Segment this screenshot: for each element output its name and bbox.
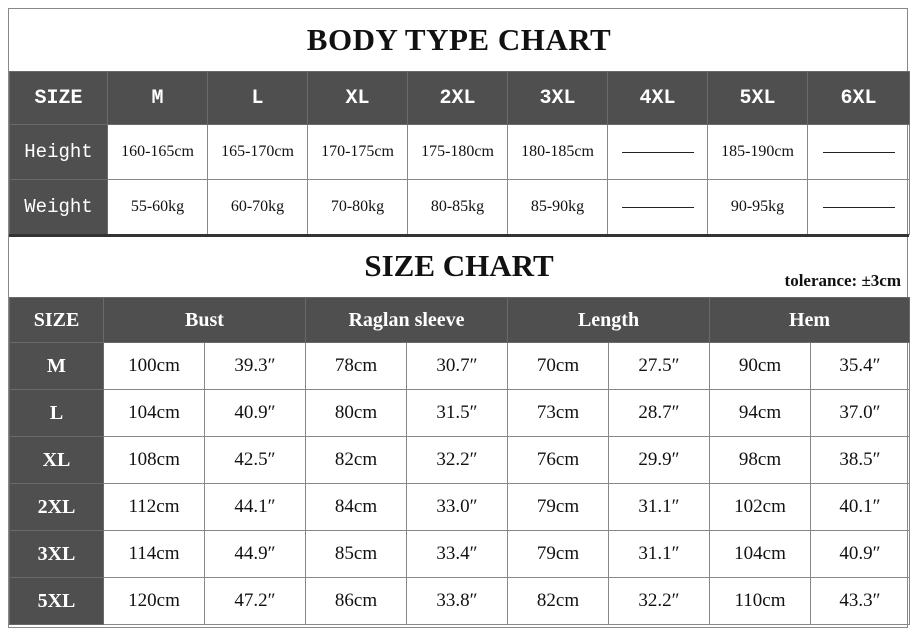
table-cell: 38.5″: [811, 437, 910, 484]
table-cell: 44.9″: [205, 531, 306, 578]
table-cell: 76cm: [508, 437, 609, 484]
weight-cell: 80-85kg: [408, 180, 508, 235]
weight-cell-empty: [608, 180, 708, 235]
height-cell: 160-165cm: [108, 125, 208, 180]
height-cell: 185-190cm: [708, 125, 808, 180]
size-chart-body: [10, 343, 910, 625]
table-cell: 31.5″: [407, 390, 508, 437]
height-cell: 165-170cm: [208, 125, 308, 180]
table-cell: 44.1″: [205, 484, 306, 531]
table-cell: 31.1″: [609, 484, 710, 531]
height-cell: 170-175cm: [308, 125, 408, 180]
table-cell: 28.7″: [609, 390, 710, 437]
table-cell: 98cm: [710, 437, 811, 484]
table-cell: 37.0″: [811, 390, 910, 437]
table-cell: 47.2″: [205, 578, 306, 625]
table-cell: 114cm: [104, 531, 205, 578]
table-row: [10, 484, 910, 531]
table-cell: 108cm: [104, 437, 205, 484]
table-cell: 32.2″: [609, 578, 710, 625]
table-cell: 40.1″: [811, 484, 910, 531]
body-type-title: BODY TYPE CHART: [306, 22, 612, 57]
chart-container: [8, 8, 908, 628]
size-col-m: M: [108, 72, 208, 125]
table-cell: 33.0″: [407, 484, 508, 531]
row-size-label: 2XL: [10, 484, 104, 531]
table-cell: 32.2″: [407, 437, 508, 484]
row-size-label: XL: [10, 437, 104, 484]
size-chart-header-row: [10, 298, 910, 343]
table-cell: 39.3″: [205, 343, 306, 390]
row-size-label: L: [10, 390, 104, 437]
length-header: Length: [508, 298, 710, 343]
table-row: [10, 578, 910, 625]
size-chart-table: [9, 297, 910, 625]
dash-line: [622, 152, 694, 153]
size-chart-title: SIZE CHART: [364, 248, 554, 283]
table-row: [10, 390, 910, 437]
table-row: [10, 437, 910, 484]
table-cell: 70cm: [508, 343, 609, 390]
table-cell: 82cm: [306, 437, 407, 484]
table-cell: 104cm: [710, 531, 811, 578]
table-cell: 40.9″: [205, 390, 306, 437]
row-size-label: 3XL: [10, 531, 104, 578]
table-cell: 29.9″: [609, 437, 710, 484]
table-cell: 86cm: [306, 578, 407, 625]
size-col-l: L: [208, 72, 308, 125]
size-col-3xl: 3XL: [508, 72, 608, 125]
height-label: Height: [10, 125, 108, 180]
height-cell-empty: [608, 125, 708, 180]
size-col-4xl: 4XL: [608, 72, 708, 125]
table-cell: 80cm: [306, 390, 407, 437]
table-cell: 27.5″: [609, 343, 710, 390]
body-type-header-row: [10, 72, 910, 125]
size-col-2xl: 2XL: [408, 72, 508, 125]
raglan-sleeve-header: Raglan sleeve: [306, 298, 508, 343]
table-cell: 84cm: [306, 484, 407, 531]
table-cell: 35.4″: [811, 343, 910, 390]
row-size-label: M: [10, 343, 104, 390]
height-cell: 180-185cm: [508, 125, 608, 180]
tolerance-note: tolerance: ±3cm: [784, 271, 901, 290]
body-type-table: [9, 71, 910, 235]
height-cell-empty: [808, 125, 910, 180]
table-cell: 40.9″: [811, 531, 910, 578]
bust-header: Bust: [104, 298, 306, 343]
table-cell: 82cm: [508, 578, 609, 625]
table-cell: 112cm: [104, 484, 205, 531]
table-cell: 79cm: [508, 531, 609, 578]
size-col-xl: XL: [308, 72, 408, 125]
table-cell: 104cm: [104, 390, 205, 437]
table-cell: 42.5″: [205, 437, 306, 484]
table-cell: 30.7″: [407, 343, 508, 390]
weight-row: [10, 180, 910, 235]
size-col-5xl: 5XL: [708, 72, 808, 125]
size-header: SIZE: [10, 298, 104, 343]
height-row: [10, 125, 910, 180]
weight-cell-empty: [808, 180, 910, 235]
table-cell: 120cm: [104, 578, 205, 625]
table-cell: 90cm: [710, 343, 811, 390]
table-cell: 33.4″: [407, 531, 508, 578]
weight-cell: 55-60kg: [108, 180, 208, 235]
size-header: SIZE: [10, 72, 108, 125]
table-cell: 31.1″: [609, 531, 710, 578]
weight-cell: 60-70kg: [208, 180, 308, 235]
weight-cell: 70-80kg: [308, 180, 408, 235]
table-cell: 78cm: [306, 343, 407, 390]
row-size-label: 5XL: [10, 578, 104, 625]
height-cell: 175-180cm: [408, 125, 508, 180]
table-cell: 100cm: [104, 343, 205, 390]
table-cell: 102cm: [710, 484, 811, 531]
table-cell: 79cm: [508, 484, 609, 531]
weight-cell: 85-90kg: [508, 180, 608, 235]
table-cell: 85cm: [306, 531, 407, 578]
dash-line: [823, 207, 895, 208]
weight-cell: 90-95kg: [708, 180, 808, 235]
table-cell: 33.8″: [407, 578, 508, 625]
hem-header: Hem: [710, 298, 910, 343]
dash-line: [823, 152, 895, 153]
dash-line: [622, 207, 694, 208]
table-cell: 110cm: [710, 578, 811, 625]
weight-label: Weight: [10, 180, 108, 235]
table-cell: 94cm: [710, 390, 811, 437]
table-row: [10, 343, 910, 390]
table-cell: 43.3″: [811, 578, 910, 625]
table-cell: 73cm: [508, 390, 609, 437]
size-col-6xl: 6XL: [808, 72, 910, 125]
table-row: [10, 531, 910, 578]
